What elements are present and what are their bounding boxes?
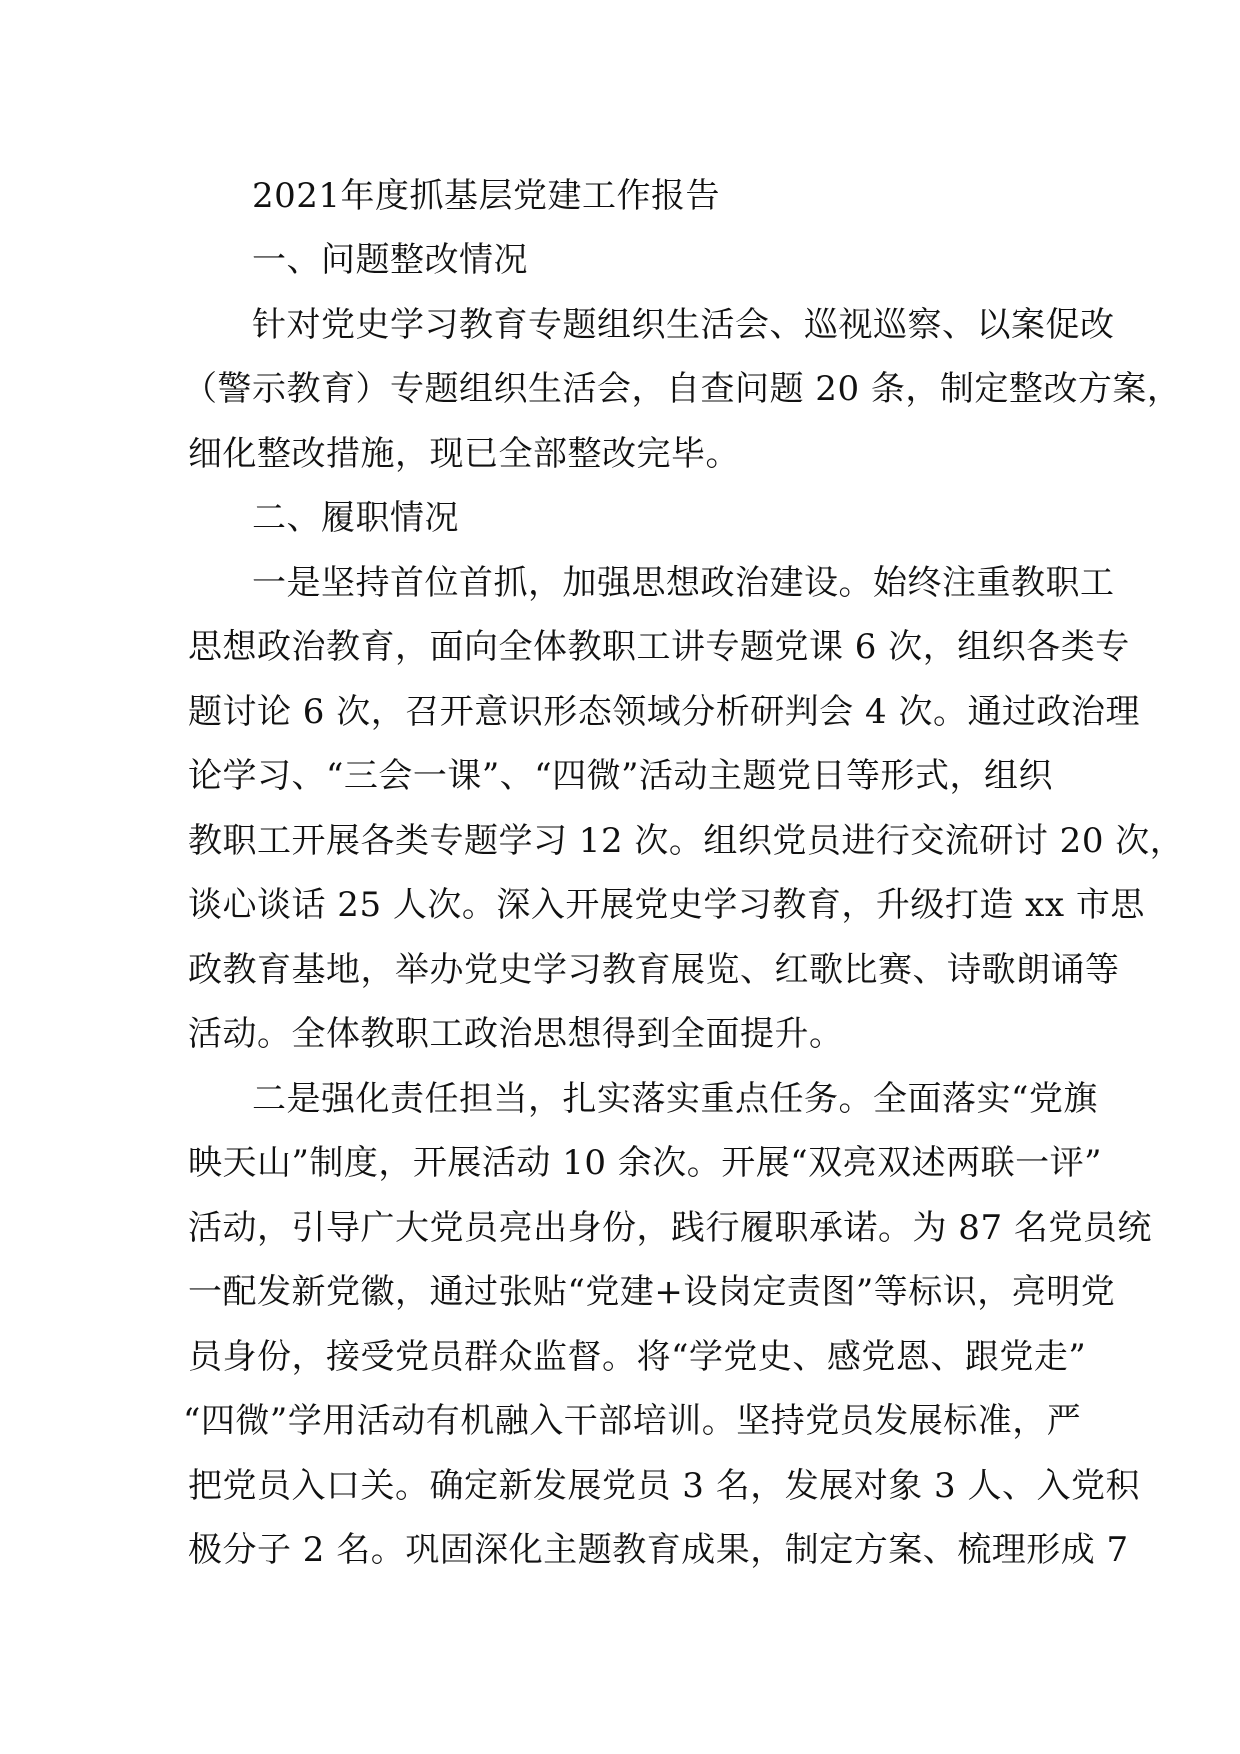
paragraph-line: 思想政治教育，面向全体教职工讲专题党课 6 次，组织各类专 xyxy=(188,627,1130,667)
paragraph-line: 员身份，接受党员群众监督。将“学党史、感党恩、跟党走” xyxy=(188,1337,1087,1377)
paragraph-line: 谈心谈话 25 人次。深入开展党史学习教育，升级打造 xx 市思 xyxy=(188,885,1145,925)
paragraph-line: 一配发新党徽，通过张贴“党建+设岗定责图”等标识，亮明党 xyxy=(188,1272,1116,1312)
section-heading-1: 一、问题整改情况 xyxy=(252,240,528,280)
paragraph-line: 活动，引导广大党员亮出身份，践行履职承诺。为 87 名党员统 xyxy=(188,1208,1152,1248)
paragraph-line: （警示教育）专题组织生活会，自查问题 20 条，制定整改方案， xyxy=(183,369,1182,409)
document-title: 2021年度抓基层党建工作报告 xyxy=(252,176,721,216)
paragraph-line: 一是坚持首位首抓，加强思想政治建设。始终注重教职工 xyxy=(252,563,1115,603)
paragraph-line: 映天山”制度，开展活动 10 余次。开展“双亮双述两联一评” xyxy=(188,1143,1103,1183)
paragraph-line: 把党员入口关。确定新发展党员 3 名，发展对象 3 人、入党积 xyxy=(188,1466,1140,1506)
paragraph-line: 政教育基地，举办党史学习教育展览、红歌比赛、诗歌朗诵等 xyxy=(188,950,1120,990)
paragraph-line: 教职工开展各类专题学习 12 次。组织党员进行交流研讨 20 次， xyxy=(188,821,1185,861)
paragraph-line: 活动。全体教职工政治思想得到全面提升。 xyxy=(188,1014,844,1054)
paragraph-line: 针对党史学习教育专题组织生活会、巡视巡察、以案促改 xyxy=(252,305,1115,345)
section-heading-2: 二、履职情况 xyxy=(252,498,459,538)
paragraph-line: 二是强化责任担当，扎实落实重点任务。全面落实“党旗 xyxy=(252,1079,1098,1119)
paragraph-line: 细化整改措施，现已全部整改完毕。 xyxy=(188,434,740,474)
paragraph-line: “四微”学用活动有机融入干部培训。坚持党员发展标准，严 xyxy=(183,1401,1082,1441)
paragraph-line: 题讨论 6 次，召开意识形态领域分析研判会 4 次。通过政治理 xyxy=(188,692,1140,732)
paragraph-line: 论学习、“三会一课”、“四微”活动主题党日等形式，组织 xyxy=(188,756,1054,796)
paragraph-line: 极分子 2 名。巩固深化主题教育成果，制定方案、梳理形成 7 xyxy=(188,1530,1129,1570)
